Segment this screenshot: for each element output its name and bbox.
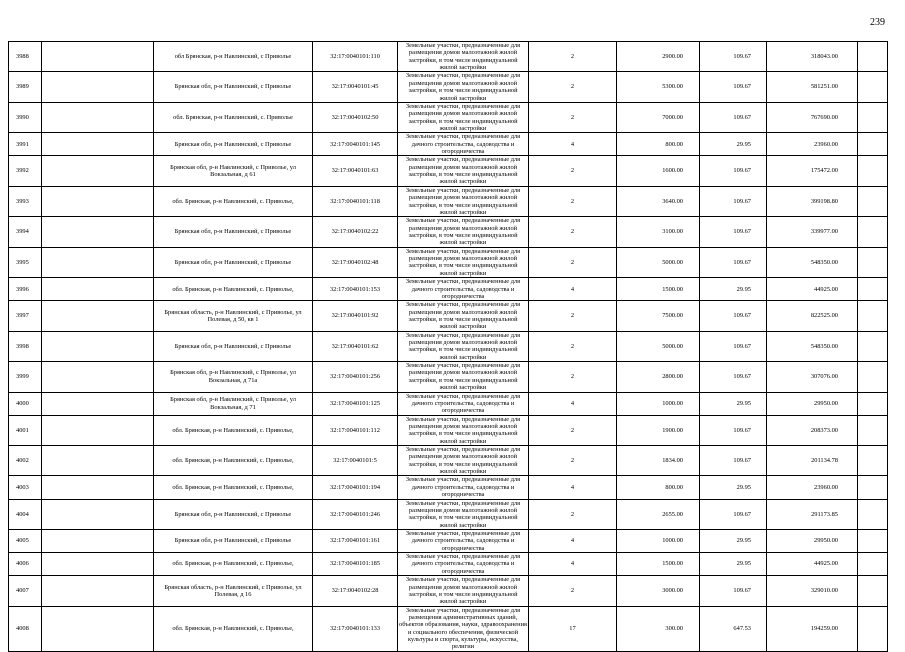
cadastral-value-cell: 399198.80 (767, 186, 858, 216)
land-use-cell: Земельные участки, предназначенные для дачного строительства, садоводства и огородничества (398, 133, 529, 156)
empty-cell (42, 392, 154, 415)
empty-cell (42, 301, 154, 331)
cadastral-value-cell: 29950.00 (767, 530, 858, 553)
cadastral-value-cell: 581251.00 (767, 72, 858, 102)
area-cell: 7000.00 (617, 102, 700, 132)
address-cell: Брянская область, р-н Навлинский, с Приволье, ул Полевая, д 50, кв 1 (154, 301, 313, 331)
empty-cell (42, 476, 154, 499)
unit-rate-cell: 29.95 (700, 133, 767, 156)
cadastral-value-cell: 194259.00 (767, 606, 858, 651)
address-cell: обл Брянская, р-н Навлинский, с Приволье (154, 42, 313, 72)
empty-cell (858, 446, 888, 476)
table-row (9, 217, 888, 247)
area-cell: 1000.00 (617, 530, 700, 553)
area-cell: 5000.00 (617, 331, 700, 361)
table-row (9, 530, 888, 553)
land-use-cell: Земельные участки, предназначенные для размещения домов малоэтажной жилой застройки, в том числе индивидуальной жилой застройки (398, 42, 529, 72)
area-cell: 1900.00 (617, 415, 700, 445)
area-cell: 7500.00 (617, 301, 700, 331)
use-group-cell: 2 (529, 362, 617, 392)
record-number-cell: 3996 (9, 278, 42, 301)
cadastral-value-cell: 175472.00 (767, 156, 858, 186)
empty-cell (42, 446, 154, 476)
table-row (9, 301, 888, 331)
empty-cell (42, 217, 154, 247)
record-number-cell: 3997 (9, 301, 42, 331)
empty-cell (858, 530, 888, 553)
area-cell: 2900.00 (617, 42, 700, 72)
unit-rate-cell: 109.67 (700, 102, 767, 132)
land-use-cell: Земельные участки, предназначенные для размещения домов малоэтажной жилой застройки, в том числе индивидуальной жилой застройки (398, 499, 529, 529)
cadastral-number-cell: 32:17:0040102:22 (313, 217, 398, 247)
record-number-cell: 4003 (9, 476, 42, 499)
table-row (9, 553, 888, 576)
empty-cell (42, 102, 154, 132)
cadastral-value-cell: 201134.78 (767, 446, 858, 476)
empty-cell (858, 301, 888, 331)
empty-cell (858, 362, 888, 392)
use-group-cell: 2 (529, 186, 617, 216)
cadastral-value-cell: 767690.00 (767, 102, 858, 132)
area-cell: 3000.00 (617, 576, 700, 606)
address-cell: Брянская область, р-н Навлинский, с Приволье, ул Полевая, д 16 (154, 576, 313, 606)
unit-rate-cell: 109.67 (700, 186, 767, 216)
address-cell: Брянская обл, р-н Навлинский, с Приволье (154, 530, 313, 553)
use-group-cell: 17 (529, 606, 617, 651)
cadastral-value-cell: 23960.00 (767, 133, 858, 156)
land-use-cell: Земельные участки, предназначенные для размещения домов малоэтажной жилой застройки, в том числе индивидуальной жилой застройки (398, 362, 529, 392)
land-use-cell: Земельные участки, предназначенные для дачного строительства, садоводства и огородничества (398, 530, 529, 553)
land-use-cell: Земельные участки, предназначенные для размещения домов малоэтажной жилой застройки, в том числе индивидуальной жилой застройки (398, 102, 529, 132)
record-number-cell: 3994 (9, 217, 42, 247)
empty-cell (858, 217, 888, 247)
cadastral-value-cell: 29950.00 (767, 392, 858, 415)
empty-cell (858, 72, 888, 102)
unit-rate-cell: 29.95 (700, 530, 767, 553)
table-row (9, 42, 888, 72)
land-use-cell: Земельные участки, предназначенные для размещения домов малоэтажной жилой застройки, в том числе индивидуальной жилой застройки (398, 331, 529, 361)
address-cell: Брянская обл, р-н Навлинский, с Приволье (154, 133, 313, 156)
cadastral-number-cell: 32:17:0040101:194 (313, 476, 398, 499)
cadastral-number-cell: 32:17:0040102:28 (313, 576, 398, 606)
address-cell: обл. Брянская, р-н Навлинский, с. Приволье, (154, 186, 313, 216)
area-cell: 1000.00 (617, 392, 700, 415)
use-group-cell: 4 (529, 133, 617, 156)
table-row (9, 102, 888, 132)
record-number-cell: 4004 (9, 499, 42, 529)
empty-cell (42, 362, 154, 392)
use-group-cell: 4 (529, 476, 617, 499)
record-number-cell: 3988 (9, 42, 42, 72)
unit-rate-cell: 109.67 (700, 72, 767, 102)
unit-rate-cell: 109.67 (700, 331, 767, 361)
address-cell: обл. Брянская, р-н Навлинский, с. Приволье, (154, 278, 313, 301)
cadastral-number-cell: 32:17:0040101:63 (313, 156, 398, 186)
cadastral-value-cell: 339977.00 (767, 217, 858, 247)
use-group-cell: 4 (529, 392, 617, 415)
use-group-cell: 2 (529, 156, 617, 186)
cadastral-number-cell: 32:17:0040101:145 (313, 133, 398, 156)
cadastral-value-cell: 318043.00 (767, 42, 858, 72)
empty-cell (42, 156, 154, 186)
cadastral-number-cell: 32:17:0040101:185 (313, 553, 398, 576)
empty-cell (858, 331, 888, 361)
unit-rate-cell: 29.95 (700, 476, 767, 499)
record-number-cell: 4006 (9, 553, 42, 576)
record-number-cell: 4007 (9, 576, 42, 606)
cadastral-number-cell: 32:17:0040101:92 (313, 301, 398, 331)
unit-rate-cell: 29.95 (700, 392, 767, 415)
area-cell: 800.00 (617, 476, 700, 499)
area-cell: 3100.00 (617, 217, 700, 247)
cadastral-number-cell: 32:17:0040101:5 (313, 446, 398, 476)
empty-cell (42, 530, 154, 553)
empty-cell (42, 499, 154, 529)
empty-cell (42, 186, 154, 216)
empty-cell (858, 553, 888, 576)
table-row (9, 331, 888, 361)
use-group-cell: 2 (529, 217, 617, 247)
cadastral-value-cell: 208373.00 (767, 415, 858, 445)
cadastral-value-cell: 291173.85 (767, 499, 858, 529)
address-cell: обл. Брянская, р-н Навлинский, с. Приволье, (154, 415, 313, 445)
cadastral-number-cell: 32:17:0040101:246 (313, 499, 398, 529)
cadastral-number-cell: 32:17:0040102:50 (313, 102, 398, 132)
address-cell: Брянская обл, р-н Навлинский, с Приволье (154, 247, 313, 277)
cadastral-value-cell: 23960.00 (767, 476, 858, 499)
address-cell: Брянская обл, р-н Навлинский, с Приволье, ул Вокзальная, д 61 (154, 156, 313, 186)
address-cell: Брянская обл, р-н Навлинский, с Приволье, ул Вокзальная, д 71а (154, 362, 313, 392)
record-number-cell: 3999 (9, 362, 42, 392)
record-number-cell: 4008 (9, 606, 42, 651)
unit-rate-cell: 647.53 (700, 606, 767, 651)
empty-cell (858, 415, 888, 445)
empty-cell (858, 186, 888, 216)
cadastral-number-cell: 32:17:0040101:256 (313, 362, 398, 392)
cadastral-value-cell: 329010.00 (767, 576, 858, 606)
address-cell: обл. Брянская, р-н Навлинский, с. Приволье, (154, 446, 313, 476)
cadastral-value-cell: 44925.00 (767, 553, 858, 576)
cadastral-number-cell: 32:17:0040101:112 (313, 415, 398, 445)
table-row (9, 415, 888, 445)
use-group-cell: 4 (529, 530, 617, 553)
area-cell: 1600.00 (617, 156, 700, 186)
land-use-cell: Земельные участки, предназначенные для размещения домов малоэтажной жилой застройки, в том числе индивидуальной жилой застройки (398, 72, 529, 102)
cadastral-number-cell: 32:17:0040101:153 (313, 278, 398, 301)
empty-cell (42, 133, 154, 156)
unit-rate-cell: 109.67 (700, 217, 767, 247)
land-use-cell: Земельные участки, предназначенные для размещения административных зданий, объектов образования, науки, здравоохранения и социального обеспечения, физической культуры и спорта, культуры, искусства, религии (399, 606, 527, 651)
table-row (9, 156, 888, 186)
empty-cell (858, 133, 888, 156)
table-row (9, 499, 888, 529)
land-use-cell: Земельные участки, предназначенные для дачного строительства, садоводства и огородничества (398, 476, 529, 499)
land-use-cell: Земельные участки, предназначенные для дачного строительства, садоводства и огородничества (398, 278, 529, 301)
empty-cell (42, 278, 154, 301)
cadastral-number-cell: 32:17:0040101:110 (313, 42, 398, 72)
record-number-cell: 3990 (9, 102, 42, 132)
address-cell: обл. Брянская, р-н Навлинский, с. Приволье, (154, 606, 313, 651)
table-row (9, 362, 888, 392)
address-cell: обл. Брянская, р-н Навлинский, с. Приволье (154, 102, 313, 132)
land-use-cell: Земельные участки, предназначенные для дачного строительства, садоводства и огородничества (398, 553, 529, 576)
empty-cell (858, 278, 888, 301)
area-cell: 2800.00 (617, 362, 700, 392)
cadastral-number-cell: 32:17:0040101:133 (313, 606, 398, 651)
record-number-cell: 4001 (9, 415, 42, 445)
cadastral-number-cell: 32:17:0040101:125 (313, 392, 398, 415)
table-row (9, 576, 888, 606)
empty-cell (42, 606, 154, 651)
empty-cell (858, 247, 888, 277)
area-cell: 300.00 (617, 606, 700, 651)
use-group-cell: 4 (529, 278, 617, 301)
address-cell: Брянская обл, р-н Навлинский, с Приволье (154, 331, 313, 361)
address-cell: обл. Брянская, р-н Навлинский, с. Приволье, (154, 476, 313, 499)
record-number-cell: 3991 (9, 133, 42, 156)
unit-rate-cell: 109.67 (700, 247, 767, 277)
cadastral-number-cell: 32:17:0040101:118 (313, 186, 398, 216)
land-use-cell: Земельные участки, предназначенные для размещения домов малоэтажной жилой застройки, в том числе индивидуальной жилой застройки (398, 576, 529, 606)
table-row (9, 278, 888, 301)
empty-cell (858, 606, 888, 651)
table-row (9, 247, 888, 277)
land-use-cell: Земельные участки, предназначенные для размещения домов малоэтажной жилой застройки, в том числе индивидуальной жилой застройки (398, 186, 529, 216)
table-row (9, 186, 888, 216)
unit-rate-cell: 109.67 (700, 42, 767, 72)
unit-rate-cell: 109.67 (700, 499, 767, 529)
cadastral-value-cell: 44925.00 (767, 278, 858, 301)
cadastral-number-cell: 32:17:0040101:161 (313, 530, 398, 553)
address-cell: обл. Брянская, р-н Навлинский, с. Приволье, (154, 553, 313, 576)
empty-cell (858, 499, 888, 529)
cadastral-value-cell: 307076.00 (767, 362, 858, 392)
land-use-cell: Земельные участки, предназначенные для дачного строительства, садоводства и огородничества (398, 392, 529, 415)
cadastral-number-cell: 32:17:0040101:62 (313, 331, 398, 361)
unit-rate-cell: 109.67 (700, 415, 767, 445)
unit-rate-cell: 109.67 (700, 156, 767, 186)
record-number-cell: 3998 (9, 331, 42, 361)
land-use-cell: Земельные участки, предназначенные для размещения домов малоэтажной жилой застройки, в том числе индивидуальной жилой застройки (398, 247, 529, 277)
empty-cell (42, 42, 154, 72)
use-group-cell: 2 (529, 331, 617, 361)
unit-rate-cell: 109.67 (700, 576, 767, 606)
land-use-cell: Земельные участки, предназначенные для размещения домов малоэтажной жилой застройки, в том числе индивидуальной жилой застройки (398, 446, 529, 476)
table-row (9, 392, 888, 415)
area-cell: 800.00 (617, 133, 700, 156)
address-cell: Брянская обл, р-н Навлинский, с Приволье, ул Вокзальная, д 71 (154, 392, 313, 415)
empty-cell (858, 392, 888, 415)
land-use-cell: Земельные участки, предназначенные для размещения домов малоэтажной жилой застройки, в том числе индивидуальной жилой застройки (398, 156, 529, 186)
cadastral-number-cell: 32:17:0040101:45 (313, 72, 398, 102)
cadastral-value-table (8, 41, 888, 652)
record-number-cell: 3992 (9, 156, 42, 186)
empty-cell (858, 102, 888, 132)
empty-cell (858, 576, 888, 606)
unit-rate-cell: 109.67 (700, 301, 767, 331)
unit-rate-cell: 29.95 (700, 278, 767, 301)
use-group-cell: 2 (529, 247, 617, 277)
area-cell: 5000.00 (617, 247, 700, 277)
area-cell: 3640.00 (617, 186, 700, 216)
unit-rate-cell: 109.67 (700, 446, 767, 476)
table-row (9, 133, 888, 156)
empty-cell (42, 247, 154, 277)
area-cell: 1834.00 (617, 446, 700, 476)
use-group-cell: 2 (529, 72, 617, 102)
address-cell: Брянская обл, р-н Навлинский, с Приволье (154, 217, 313, 247)
area-cell: 2655.00 (617, 499, 700, 529)
table-row (9, 446, 888, 476)
unit-rate-cell: 109.67 (700, 362, 767, 392)
use-group-cell: 4 (529, 553, 617, 576)
use-group-cell: 2 (529, 301, 617, 331)
use-group-cell: 2 (529, 499, 617, 529)
empty-cell (858, 156, 888, 186)
table-row (9, 72, 888, 102)
land-use-cell: Земельные участки, предназначенные для размещения домов малоэтажной жилой застройки, в том числе индивидуальной жилой застройки (398, 217, 529, 247)
record-number-cell: 3995 (9, 247, 42, 277)
use-group-cell: 2 (529, 576, 617, 606)
cadastral-value-cell: 548350.00 (767, 331, 858, 361)
land-use-cell: Земельные участки, предназначенные для размещения домов малоэтажной жилой застройки, в том числе индивидуальной жилой застройки (398, 415, 529, 445)
empty-cell (858, 42, 888, 72)
empty-cell (858, 476, 888, 499)
area-cell: 5300.00 (617, 72, 700, 102)
use-group-cell: 2 (529, 415, 617, 445)
table-row (9, 476, 888, 499)
cadastral-number-cell: 32:17:0040102:48 (313, 247, 398, 277)
record-number-cell: 3989 (9, 72, 42, 102)
empty-cell (42, 72, 154, 102)
area-cell: 1500.00 (617, 553, 700, 576)
address-cell: Брянская обл, р-н Навлинский, с Приволье (154, 499, 313, 529)
area-cell: 1500.00 (617, 278, 700, 301)
address-cell: Брянская обл, р-н Навлинский, с Приволье (154, 72, 313, 102)
cadastral-value-cell: 822525.00 (767, 301, 858, 331)
use-group-cell: 2 (529, 42, 617, 72)
empty-cell (42, 331, 154, 361)
use-group-cell: 2 (529, 102, 617, 132)
empty-cell (42, 415, 154, 445)
record-number-cell: 3993 (9, 186, 42, 216)
table-row (9, 606, 888, 651)
record-number-cell: 4002 (9, 446, 42, 476)
empty-cell (42, 553, 154, 576)
unit-rate-cell: 29.95 (700, 553, 767, 576)
record-number-cell: 4005 (9, 530, 42, 553)
empty-cell (42, 576, 154, 606)
page-number: 239 (870, 17, 885, 28)
land-use-cell: Земельные участки, предназначенные для размещения домов малоэтажной жилой застройки, в том числе индивидуальной жилой застройки (398, 301, 529, 331)
use-group-cell: 2 (529, 446, 617, 476)
record-number-cell: 4000 (9, 392, 42, 415)
cadastral-value-cell: 548350.00 (767, 247, 858, 277)
